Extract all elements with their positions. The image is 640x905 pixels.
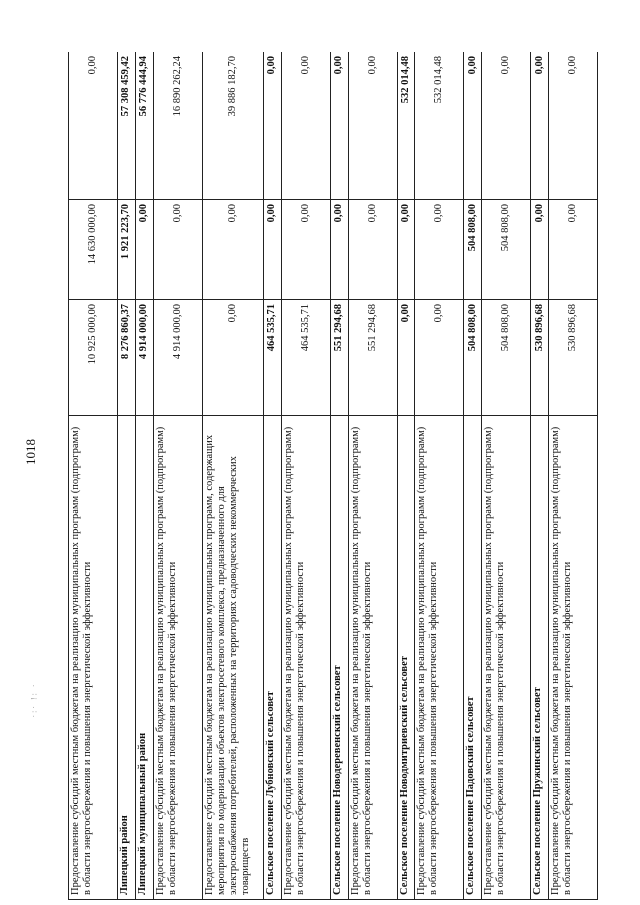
row-name-cell: Предоставление субсидий местным бюджетам на реализацию муниципальных программ, содержащих мероприятия по модернизации объектов электросетевого комплекса, предназначенного для электроснабжения потребителей, расположенных на территориях садоводческих некоммерческих товариществ xyxy=(202,416,264,900)
row-value-3-cell: 0,00 xyxy=(531,52,549,200)
row-value-1-cell: 8 276 860,37 xyxy=(118,300,136,416)
document-frame xyxy=(68,52,598,900)
row-value-3-cell: 0,00 xyxy=(281,52,330,200)
row-value-3-cell: 0,00 xyxy=(69,52,118,200)
table-row xyxy=(348,52,397,900)
rotated-page xyxy=(68,52,598,900)
row-value-2-cell: 0,00 xyxy=(548,200,597,300)
table-row-section xyxy=(135,52,153,900)
row-value-1-cell: 0,00 xyxy=(397,300,415,416)
row-value-1-cell: 504 808,00 xyxy=(482,300,531,416)
budget-table xyxy=(68,52,598,900)
row-value-1-cell: 464 535,71 xyxy=(281,300,330,416)
row-value-1-cell: 10 925 000,00 xyxy=(69,300,118,416)
row-value-1-cell: 0,00 xyxy=(202,300,264,416)
row-value-3-cell: 57 308 459,42 xyxy=(118,52,136,200)
row-value-2-cell: 0,00 xyxy=(348,200,397,300)
table-row xyxy=(153,52,202,900)
table-row xyxy=(281,52,330,900)
table-row-section xyxy=(397,52,415,900)
row-value-1-cell: 464 535,71 xyxy=(264,300,282,416)
row-value-3-cell: 0,00 xyxy=(548,52,597,200)
table-row-section xyxy=(464,52,482,900)
row-name-cell: Сельское поселение Новодеревенский сельсовет xyxy=(330,416,348,900)
row-value-3-cell: 56 776 444,94 xyxy=(135,52,153,200)
row-name-cell: Сельское поселение Пружинский сельсовет xyxy=(531,416,549,900)
row-name-cell: Предоставление субсидий местным бюджетам на реализацию муниципальных программ (подпрограмм) в области энергосбережения и повышения энергетической эффективности xyxy=(548,416,597,900)
row-value-2-cell: 0,00 xyxy=(135,200,153,300)
row-name-cell: Сельское поселение Лубновский сельсовет xyxy=(264,416,282,900)
budget-table-body xyxy=(69,52,598,900)
table-row-section xyxy=(264,52,282,900)
row-name-cell: Сельское поселение Новодмитриевский сельсовет xyxy=(397,416,415,900)
row-value-3-cell: 0,00 xyxy=(330,52,348,200)
row-value-2-cell: 0,00 xyxy=(153,200,202,300)
row-value-1-cell: 551 294,68 xyxy=(348,300,397,416)
row-name-cell: Предоставление субсидий местным бюджетам на реализацию муниципальных программ (подпрограмм) в области энергосбережения и повышения энергетической эффективности xyxy=(348,416,397,900)
row-value-2-cell: 0,00 xyxy=(264,200,282,300)
row-name-cell: Предоставление субсидий местным бюджетам на реализацию муниципальных программ (подпрограмм) в области энергосбережения и повышения энергетической эффективности xyxy=(415,416,464,900)
row-value-3-cell: 16 890 262,24 xyxy=(153,52,202,200)
row-value-2-cell: 0,00 xyxy=(397,200,415,300)
page-number: 1018 xyxy=(23,439,38,465)
table-row xyxy=(202,52,264,900)
row-name-cell: Предоставление субсидий местным бюджетам на реализацию муниципальных программ (подпрограмм) в области энергосбережения и повышения энергетической эффективности xyxy=(281,416,330,900)
row-value-3-cell: 532 014,48 xyxy=(397,52,415,200)
row-value-2-cell: 0,00 xyxy=(202,200,264,300)
table-row xyxy=(415,52,464,900)
row-value-2-cell: 14 630 000,00 xyxy=(69,200,118,300)
row-value-1-cell: 504 808,00 xyxy=(464,300,482,416)
row-value-1-cell: 551 294,68 xyxy=(330,300,348,416)
row-value-2-cell: 0,00 xyxy=(531,200,549,300)
row-value-3-cell: 0,00 xyxy=(464,52,482,200)
scan-artifact: ·:· !: · xyxy=(29,682,39,718)
row-value-1-cell: 4 914 000,00 xyxy=(135,300,153,416)
row-value-2-cell: 1 921 223,70 xyxy=(118,200,136,300)
row-value-2-cell: 0,00 xyxy=(415,200,464,300)
row-name-cell: Предоставление субсидий местным бюджетам на реализацию муниципальных программ (подпрограмм) в области энергосбережения и повышения энергетической эффективности xyxy=(482,416,531,900)
row-value-1-cell: 0,00 xyxy=(415,300,464,416)
row-value-1-cell: 530 896,68 xyxy=(531,300,549,416)
row-value-1-cell: 530 896,68 xyxy=(548,300,597,416)
table-row-section xyxy=(330,52,348,900)
table-row xyxy=(548,52,597,900)
row-name-cell: Предоставление субсидий местным бюджетам на реализацию муниципальных программ (подпрограмм) в области энергосбережения и повышения энергетической эффективности xyxy=(69,416,118,900)
row-value-3-cell: 532 014,48 xyxy=(415,52,464,200)
row-value-2-cell: 504 808,00 xyxy=(464,200,482,300)
row-value-3-cell: 0,00 xyxy=(482,52,531,200)
row-name-cell: Липецкий район xyxy=(118,416,136,900)
row-value-3-cell: 0,00 xyxy=(348,52,397,200)
row-name-cell: Предоставление субсидий местным бюджетам на реализацию муниципальных программ (подпрограмм) в области энергосбережения и повышения энергетической эффективности xyxy=(153,416,202,900)
table-row xyxy=(69,52,118,900)
table-row-section xyxy=(531,52,549,900)
row-value-2-cell: 0,00 xyxy=(330,200,348,300)
row-value-3-cell: 39 886 182,70 xyxy=(202,52,264,200)
table-row xyxy=(482,52,531,900)
row-value-2-cell: 0,00 xyxy=(281,200,330,300)
row-name-cell: Сельское поселение Падовский сельсовет xyxy=(464,416,482,900)
row-value-2-cell: 504 808,00 xyxy=(482,200,531,300)
row-name-cell: Липецкий муниципальный район xyxy=(135,416,153,900)
row-value-1-cell: 4 914 000,00 xyxy=(153,300,202,416)
table-row-section xyxy=(118,52,136,900)
row-value-3-cell: 0,00 xyxy=(264,52,282,200)
